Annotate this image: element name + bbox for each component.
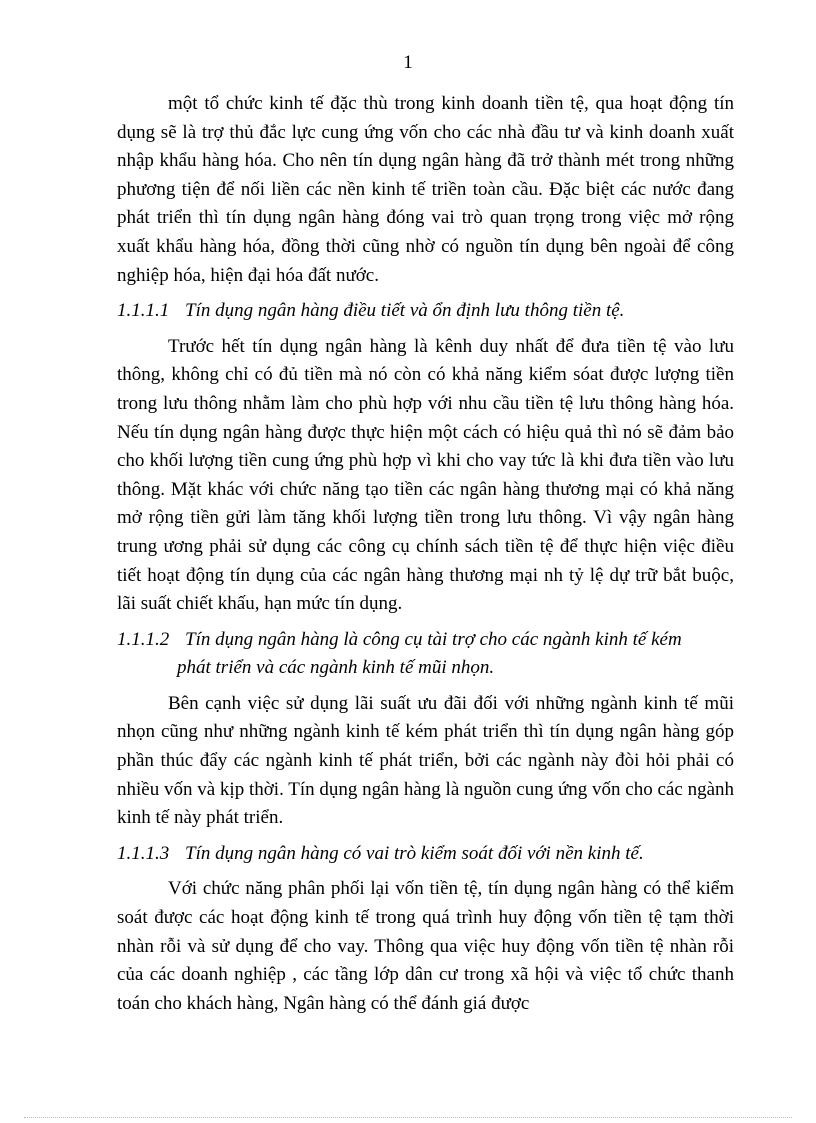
- section-heading-1-1-1-2: [117, 626, 734, 683]
- section-title-continuation: phát triển và các ngành kinh tế mũi nhọn.: [177, 657, 495, 679]
- section-title: Tín dụng ngân hàng có vai trò kiểm soát đối với nền kinh tế.: [185, 842, 644, 864]
- paragraph-funding-sectors: Bên cạnh việc sử dụng lãi suất ưu đãi đối với những ngành kinh tế mũi nhọn cũng như những ngành kinh tế kém phát triển thì tín dụng ngân hàng góp phần thúc đẩy các ngành kinh tế phát triển, bởi các ngành này đòi hỏi phải có nhiều vốn và kịp thời. Tín dụng ngân hàng là nguồn cung ứng vốn cho các ngành kinh tế này phát triển.: [117, 692, 734, 829]
- section-number: 1.1.1.1: [117, 300, 170, 322]
- section-heading-1-1-1-1: [117, 297, 734, 326]
- paragraph-economic-control: Với chức năng phân phối lại vốn tiền tệ, tín dụng ngân hàng có thể kiểm soát được các hoạt động kinh tế trong quá trình huy động vốn tiền tệ tạm thời nhàn rỗi và sử dụng để cho vay. Thông qua việc huy động vốn tiền tệ nhàn rỗi của các doanh nghiệp , các tầng lớp dân cư trong xã hội và việc tổ chức thanh toán cho khách hàng, Ngân hàng có thể đánh giá được: [117, 878, 734, 1014]
- section-title: Tín dụng ngân hàng là công cụ tài trợ cho các ngành kinh tế kém: [185, 628, 682, 650]
- section-number: 1.1.1.2: [117, 628, 170, 650]
- section-title: Tín dụng ngân hàng điều tiết và ổn định lưu thông tiền tệ.: [185, 300, 625, 322]
- paragraph-money-circulation: Trước hết tín dụng ngân hàng là kênh duy nhất để đưa tiền tệ vào lưu thông, không chỉ có đủ tiền mà nó còn có khả năng kiểm sóat được lượng tiền trong lưu thông nhằm làm cho phù hợp với nhu cầu tiền tệ lưu thông hàng hóa. Nếu tín dụng ngân hàng được thực hiện một cách có hiệu quả thì nó sẽ đảm bảo cho khối lượng tiền cung ứng phù hợp vì khi cho vay tức là khi đưa tiền vào lưu thông. Mặt khác với chức năng tạo tiền các ngân hàng thương mại có khả năng mở rộng tiền gửi làm tăng khối lượng tiền trong lưu thông. Vì vậy ngân hàng trung ương phải sử dụng các công cụ chính sách tiền tệ để thực hiện việc điều tiết hoạt động tín dụng của các ngân hàng thương mại nh tỷ lệ dự trữ bắt buộc, lãi suất chiết khấu, hạn mức tín dụng.: [117, 335, 734, 615]
- paragraph-intro: một tổ chức kinh tế đặc thù trong kinh doanh tiền tệ, qua hoạt động tín dụng sẽ là trợ thủ đắc lực cung ứng vốn cho các nhà đầu tư và kinh doanh xuất nhập khẩu hàng hóa. Cho nên tín dụng ngân hàng đã trở thành mét trong những phương tiện để nối liền các nền kinh tế triền toàn cầu. Đặc biệt các nước đang phát triển thì tín dụng ngân hàng đóng vai trò quan trọng trong việc mở rộng xuất khẩu hàng hóa, đồng thời cũng nhờ có nguồn tín dụng bên ngoài để công nghiệp hóa, hiện đại hóa đất nước.: [117, 93, 734, 286]
- page-number: 1: [403, 52, 413, 73]
- section-number: 1.1.1.3: [117, 842, 170, 864]
- document-body: [117, 90, 734, 1025]
- page-bottom-divider: [24, 1117, 792, 1118]
- section-heading-1-1-1-3: [117, 840, 734, 869]
